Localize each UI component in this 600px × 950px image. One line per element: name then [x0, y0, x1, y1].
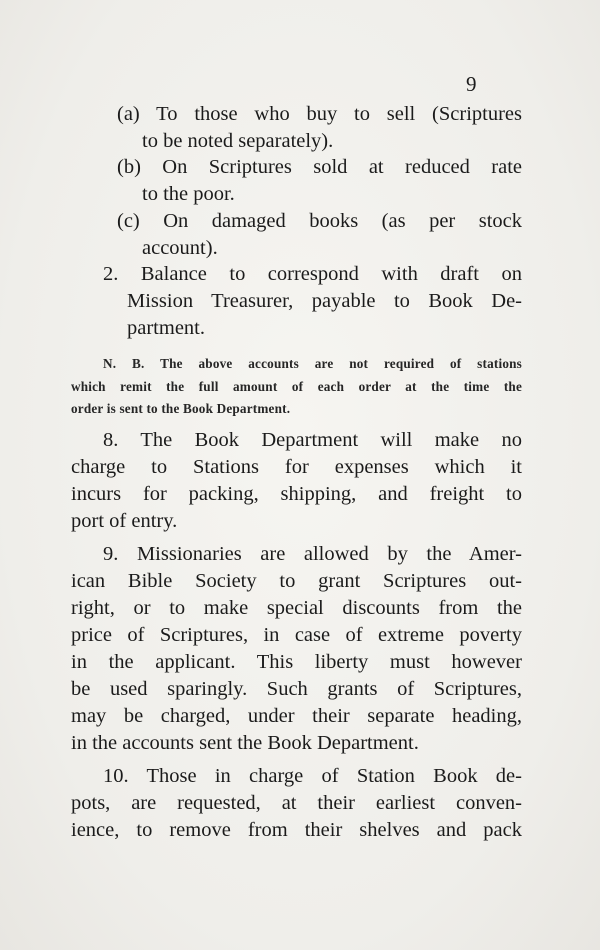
para-9-line-7: may be charged, under their separate heading,: [71, 705, 522, 727]
para-10-line-1: 10. Those in charge of Station Book de-: [103, 765, 522, 787]
para-8-line-3: incurs for packing, shipping, and freight to: [71, 483, 522, 505]
para-9-line-6: be used sparingly. Such grants of Scriptures,: [71, 678, 522, 700]
item-a-line-1: (a) To those who buy to sell (Scriptures: [117, 103, 522, 125]
item-b-line-1: (b) On Scriptures sold at reduced rate: [117, 156, 522, 178]
item-b-line-2: to the poor.: [142, 183, 235, 205]
item-c-line-1: (c) On damaged books (as per stock: [117, 210, 522, 232]
note-line-1: N. B. The above accounts are not required of stations: [103, 356, 522, 371]
para-10-line-3: ience, to remove from their shelves and pack: [71, 819, 522, 841]
para-8-line-1: 8. The Book Department will make no: [103, 429, 522, 451]
item-2-line-1: 2. Balance to correspond with draft on: [103, 263, 522, 285]
item-2-line-2: Mission Treasurer, payable to Book De-: [127, 290, 522, 312]
para-9-line-1: 9. Missionaries are allowed by the Amer-: [103, 543, 522, 565]
note-line-3: order is sent to the Book Department.: [71, 401, 291, 416]
para-9-line-5: in the applicant. This liberty must however: [71, 651, 522, 673]
para-8-line-2: charge to Stations for expenses which it: [71, 456, 522, 478]
item-c-line-2: account).: [142, 237, 218, 259]
para-9-line-4: price of Scriptures, in case of extreme poverty: [71, 624, 522, 646]
para-9-line-3: right, or to make special discounts from the: [71, 597, 522, 619]
para-9-line-8: in the accounts sent the Book Department.: [71, 732, 419, 754]
para-8-line-4: port of entry.: [71, 510, 178, 532]
note-line-2: which remit the full amount of each order at the time the: [71, 379, 522, 394]
page-number: 9: [466, 72, 477, 96]
para-10-line-2: pots, are requested, at their earliest conven-: [71, 792, 522, 814]
para-9-line-2: ican Bible Society to grant Scriptures out-: [71, 570, 522, 592]
item-a-line-2: to be noted separately).: [142, 130, 334, 152]
item-2-line-3: partment.: [127, 317, 205, 339]
